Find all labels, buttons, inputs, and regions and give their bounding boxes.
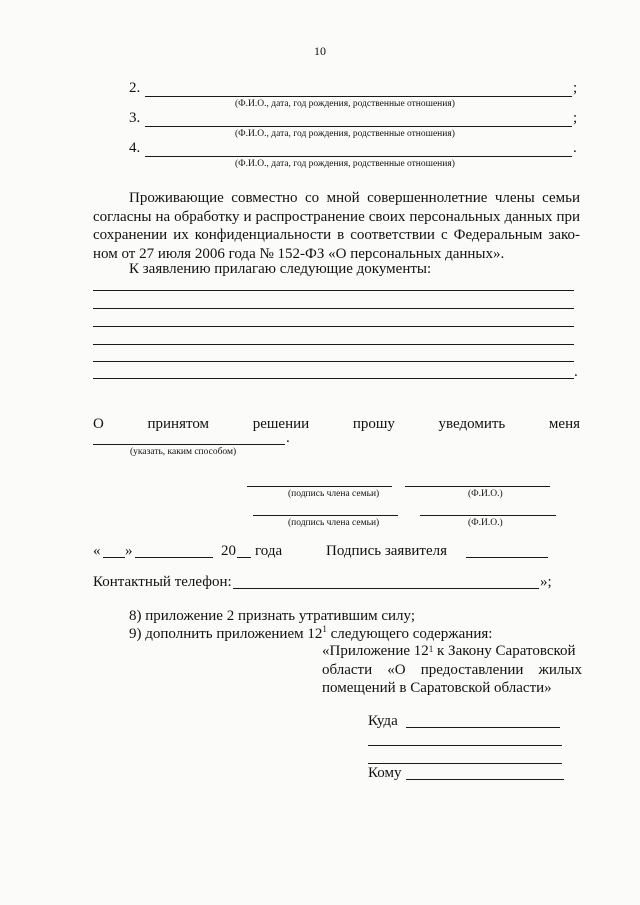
appendix-heading-superscript: 1 (428, 644, 434, 654)
family-fio-line-1[interactable] (405, 486, 550, 487)
to-where-label: Куда (368, 713, 398, 729)
phone-line[interactable] (233, 588, 539, 589)
appendix-word-3: предоставлении (420, 661, 524, 678)
documents-line-4[interactable] (93, 344, 574, 345)
date-month-line[interactable] (135, 557, 213, 558)
documents-line-1[interactable] (93, 290, 574, 291)
phone-end: »; (540, 574, 552, 590)
to-where-line-3[interactable] (368, 763, 562, 764)
documents-line-5[interactable] (93, 361, 574, 362)
notify-word-1: О (93, 416, 104, 432)
page-number: 10 (314, 44, 326, 58)
notify-word-6: меня (548, 416, 580, 432)
appendix-word-1: области (322, 661, 373, 678)
documents-line-6[interactable] (93, 378, 574, 379)
family-signature-caption-1: (подпись члена семьи) (288, 489, 380, 499)
documents-line-3[interactable] (93, 326, 574, 327)
consent-paragraph (93, 189, 580, 263)
relative-3-end: ; (573, 110, 578, 126)
to-where-line[interactable] (406, 727, 560, 728)
to-whom-label: Кому (368, 765, 402, 781)
documents-line-2[interactable] (93, 308, 574, 309)
consent-line-1: Проживающие совместно со мной совершеннолетние члены семьи (129, 190, 580, 206)
consent-line-2: согласны на обработку и распространение своих персональных данных при (93, 208, 580, 225)
amendment-9-text-start: 9) дополнить приложением 12 (129, 626, 323, 642)
notify-line-end: . (286, 430, 290, 446)
family-signature-caption-2: (подпись члена семьи) (288, 518, 380, 528)
notify-word-5: уведомить (438, 416, 506, 432)
phone-label: Контактный телефон: (93, 574, 232, 590)
date-year-suffix: года (255, 543, 283, 559)
date-year-line[interactable] (237, 557, 251, 558)
family-signature-line-1[interactable] (247, 486, 392, 487)
appendix-heading-start: «Приложение 12 (322, 643, 429, 659)
amendment-9-text-end: следующего содержания: (326, 626, 493, 642)
notify-word-3: решении (252, 416, 310, 432)
appendix-word-4: жилых (538, 661, 582, 678)
family-fio-line-2[interactable] (420, 515, 556, 516)
relative-3-caption: (Ф.И.О., дата, год рождения, родственные отношения) (235, 129, 455, 139)
date-day-line[interactable] (103, 557, 125, 558)
appendix-heading-end: к Закону Саратовской (433, 643, 576, 659)
relative-4-end: . (573, 140, 577, 156)
consent-line-4: ном от 27 июля 2006 года № 152-ФЗ «О персональных данных». (93, 245, 505, 262)
appendix-word-2: «О (387, 661, 406, 678)
family-fio-caption-2: (Ф.И.О.) (468, 518, 503, 528)
relative-2-end: ; (573, 80, 578, 96)
appendix-heading-line-3: помещений в Саратовской области» (322, 680, 552, 696)
relative-3-line[interactable] (145, 126, 572, 127)
notify-method-line[interactable] (93, 444, 285, 445)
documents-intro: К заявлению прилагаю следующие документы: (129, 261, 432, 277)
consent-line-3: сохранении их конфиденциальности в соответствии с Федеральным зако- (93, 227, 580, 243)
relative-number-2: 2. (129, 80, 141, 96)
date-open-quote: « (93, 543, 101, 559)
amendment-8: 8) приложение 2 признать утратившим силу; (129, 608, 416, 624)
relative-number-3: 3. (129, 110, 141, 126)
relative-number-4: 4. (129, 140, 141, 156)
relative-2-line[interactable] (145, 96, 572, 97)
appendix-heading (322, 642, 582, 698)
family-fio-caption-1: (Ф.И.О.) (468, 489, 503, 499)
applicant-signature-line[interactable] (466, 557, 548, 558)
amendment-9-superscript: 1 (322, 624, 327, 634)
relative-4-line[interactable] (145, 156, 572, 157)
family-signature-line-2[interactable] (253, 515, 398, 516)
date-year-prefix: 20 (221, 543, 236, 559)
to-where-line-2[interactable] (368, 745, 562, 746)
relative-4-caption: (Ф.И.О., дата, год рождения, родственные отношения) (235, 159, 455, 169)
notify-method-caption: (указать, каким способом) (130, 447, 237, 457)
date-close-quote: » (125, 543, 133, 559)
appendix-heading-line-2 (322, 661, 582, 680)
documents-end: . (574, 364, 578, 380)
notify-word-2: принятом (147, 416, 210, 432)
appendix-heading-line-1 (322, 642, 582, 661)
relative-2-caption: (Ф.И.О., дата, год рождения, родственные отношения) (235, 99, 455, 109)
amendment-9 (129, 626, 492, 643)
to-whom-line[interactable] (406, 779, 564, 780)
notify-word-4: прошу (352, 416, 395, 432)
notify-request-line (93, 416, 580, 433)
applicant-signature-label: Подпись заявителя (326, 543, 448, 559)
